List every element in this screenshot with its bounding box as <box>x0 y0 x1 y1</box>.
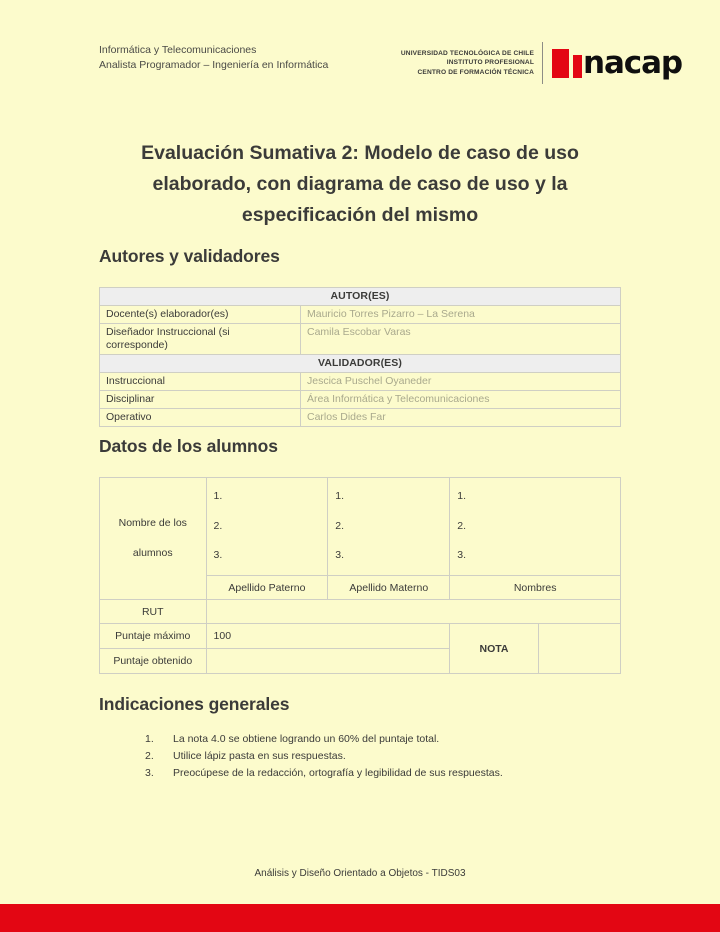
row-value: Jescica Puschel Oyaneder <box>301 373 621 391</box>
header-line-program: Analista Programador – Ingeniería en Informática <box>99 59 329 71</box>
table-row-student-names <box>100 478 621 576</box>
row-value: Carlos Dides Far <box>301 409 621 427</box>
table-row-rut <box>100 600 621 624</box>
institution-line-institute: INSTITUTO PROFESIONAL <box>446 59 535 67</box>
footer-course-label: Análisis y Diseño Orientado a Objetos - TIDS03 <box>254 868 466 879</box>
nota-value-field[interactable] <box>538 624 620 674</box>
student-names-paterno-cell[interactable] <box>206 478 328 576</box>
puntaje-maximo-value: 100 <box>206 624 450 649</box>
band-label-author: AUTOR(ES) <box>100 288 621 306</box>
footer-red-bar <box>0 904 720 932</box>
list-item-number: 3. <box>145 767 154 779</box>
section-heading-authors: Autores y validadores <box>99 246 280 266</box>
row-label: Operativo <box>100 409 301 427</box>
puntaje-obtenido-value-field[interactable] <box>206 649 450 674</box>
page-header <box>0 40 720 88</box>
list-item-text: Utilice lápiz pasta en sus respuestas. <box>173 750 346 762</box>
list-item: 1. <box>213 490 223 503</box>
column-header-nombres: Nombres <box>450 576 621 600</box>
table-row-band-author <box>100 288 621 306</box>
row-label: Diseñador Instruccional (si corresponde) <box>100 324 301 355</box>
nota-label: NOTA <box>450 624 538 674</box>
list-item: 2. <box>457 519 467 532</box>
student-names-label: Nombre de los alumnos <box>100 478 207 600</box>
list-item-text: La nota 4.0 se obtiene logrando un 60% del puntaje total. <box>173 733 440 745</box>
band-label-validator: VALIDADOR(ES) <box>100 355 621 373</box>
table-row <box>100 324 621 355</box>
inacap-logo-wordmark: nacap <box>583 44 682 81</box>
row-label: Docente(s) elaborador(es) <box>100 306 301 324</box>
table-row <box>100 391 621 409</box>
list-item-number: 1. <box>145 733 154 745</box>
list-item: 2. <box>213 519 223 532</box>
puntaje-maximo-label: Puntaje máximo <box>100 624 207 649</box>
list-item: 2. <box>335 519 345 532</box>
header-program-info <box>99 43 328 73</box>
section-heading-instructions: Indicaciones generales <box>99 694 290 714</box>
header-institution-block <box>401 40 682 86</box>
rut-label: RUT <box>100 600 207 624</box>
table-row-band-validator <box>100 355 621 373</box>
row-value: Mauricio Torres Pizarro – La Serena <box>301 306 621 324</box>
row-value: Área Informática y Telecomunicaciones <box>301 391 621 409</box>
rut-value-field[interactable] <box>206 600 620 624</box>
institution-line-cft: CENTRO DE FORMACIÓN TÉCNICA <box>417 68 535 76</box>
institution-names <box>401 49 542 78</box>
list-item: 3. <box>335 549 345 562</box>
student-names-nombres-cell[interactable] <box>450 478 621 576</box>
list-item <box>145 765 625 782</box>
authors-validators-table <box>99 287 621 427</box>
document-title: Evaluación Sumativa 2: Modelo de caso de uso elaborado, con diagrama de caso de uso y la especificación del mismo <box>141 142 579 226</box>
list-item <box>145 731 625 748</box>
row-label: Disciplinar <box>100 391 301 409</box>
inacap-logo <box>543 44 682 81</box>
row-value: Camila Escobar Varas <box>301 324 621 355</box>
header-line-career: Informática y Telecomunicaciones <box>99 44 257 56</box>
instructions-list <box>145 731 625 782</box>
puntaje-obtenido-label: Puntaje obtenido <box>100 649 207 674</box>
institution-line-university: UNIVERSIDAD TECNOLÓGICA DE CHILE <box>400 49 535 57</box>
section-heading-student-data: Datos de los alumnos <box>99 436 278 456</box>
list-item: 3. <box>457 549 467 562</box>
column-header-apellido-materno: Apellido Materno <box>328 576 450 600</box>
list-item: 1. <box>335 490 345 503</box>
list-item-number: 2. <box>145 750 154 762</box>
column-header-apellido-paterno: Apellido Paterno <box>206 576 328 600</box>
student-names-materno-cell[interactable] <box>328 478 450 576</box>
table-row <box>100 409 621 427</box>
student-data-table <box>99 477 621 674</box>
row-label: Instruccional <box>100 373 301 391</box>
table-row <box>100 306 621 324</box>
table-row-puntaje-maximo <box>100 624 621 649</box>
table-row <box>100 373 621 391</box>
inacap-logo-mark-icon <box>552 49 582 78</box>
list-item: 1. <box>457 490 467 503</box>
list-item: 3. <box>213 549 223 562</box>
list-item <box>145 748 625 765</box>
list-item-text: Preocúpese de la redacción, ortografía y legibilidad de sus respuestas. <box>173 767 503 779</box>
